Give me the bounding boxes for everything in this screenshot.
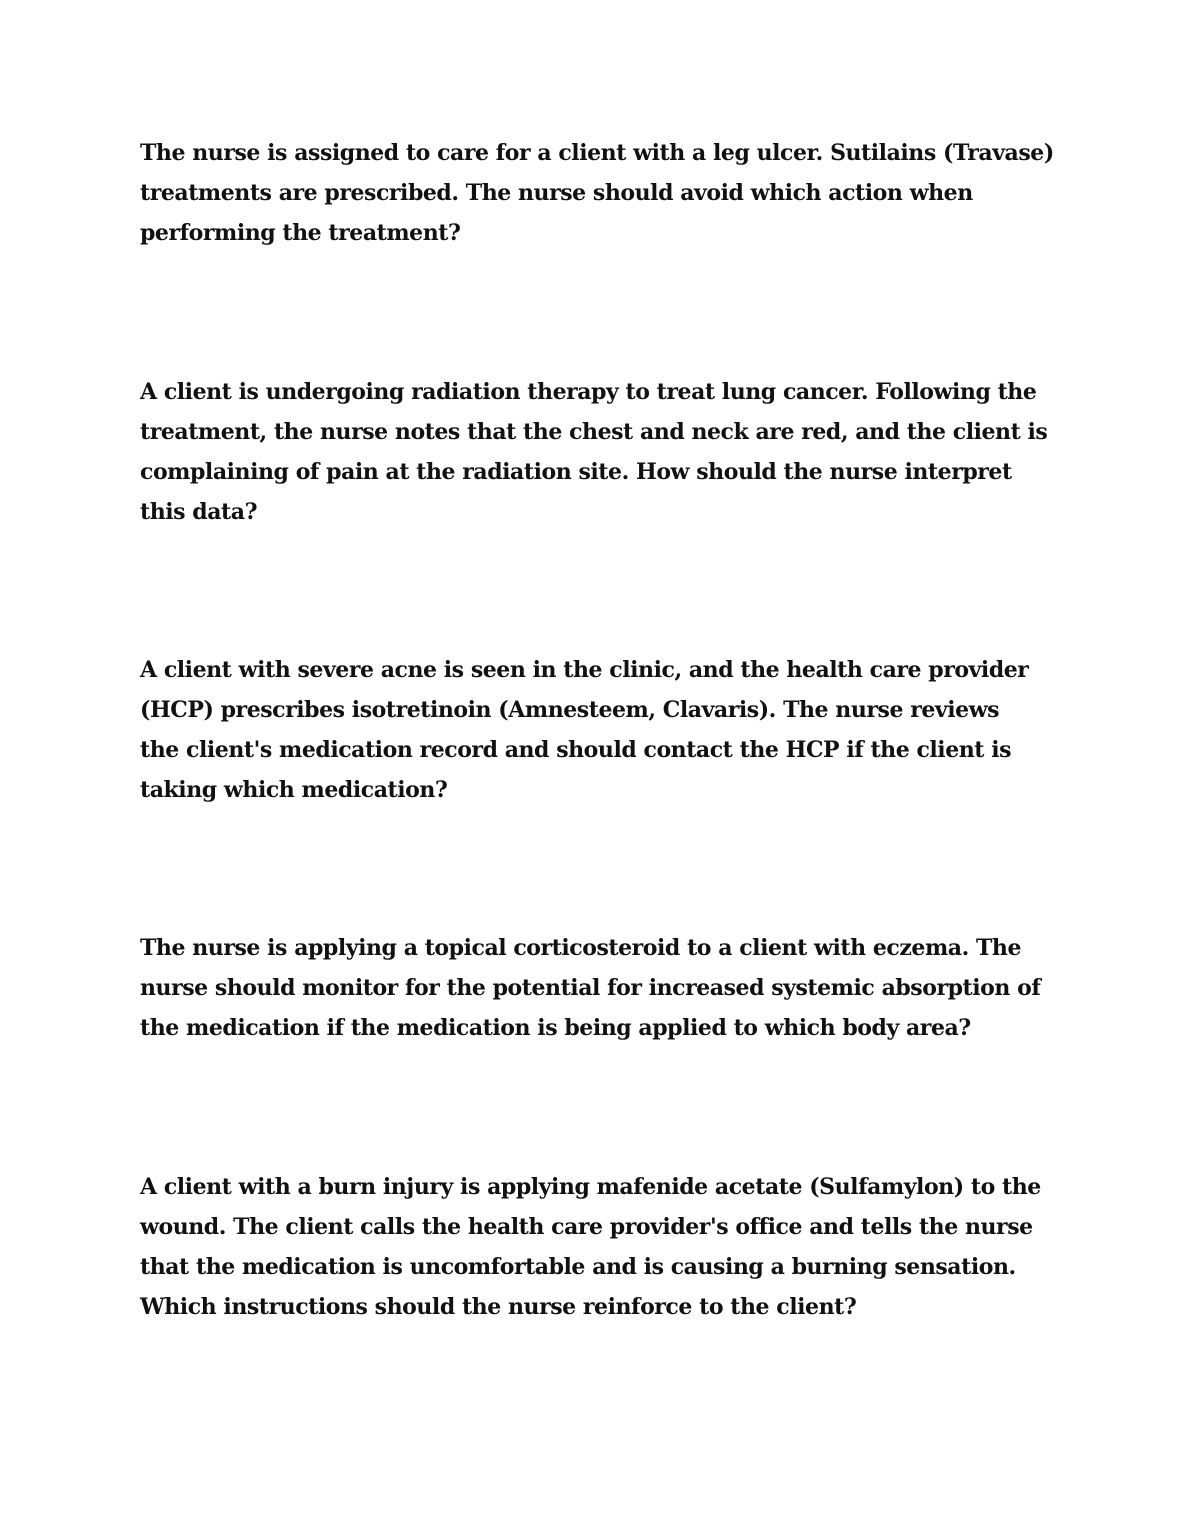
question-4-line-1: The nurse is applying a topical corticosteroid to a client with eczema. The [140,935,1022,961]
question-5-line-1: A client with a burn injury is applying mafenide acetate (Sulfamylon) to the [140,1174,1041,1200]
question-5-line-3: that the medication is uncomfortable and is causing a burning sensation. [140,1254,1016,1280]
question-2-line-4: this data? [140,499,258,525]
question-5-line-4: Which instructions should the nurse reinforce to the client? [140,1294,857,1320]
question-1-line-1: The nurse is assigned to care for a client with a leg ulcer. Sutilains (Travase) [140,140,1054,166]
question-4 [140,928,1055,1048]
question-5 [140,1167,1055,1327]
question-2-line-2: treatment, the nurse notes that the chest and neck are red, and the client is [140,419,1048,445]
question-3-line-3: the client's medication record and should contact the HCP if the client is [140,737,1012,763]
question-1-line-2: treatments are prescribed. The nurse should avoid which action when [140,180,973,206]
question-1 [140,133,1055,253]
question-3-line-2: (HCP) prescribes isotretinoin (Amnesteem, Clavaris). The nurse reviews [140,697,1000,723]
question-1-line-3: performing the treatment? [140,220,461,246]
question-4-line-3: the medication if the medication is being applied to which body area? [140,1015,971,1041]
question-2-line-3: complaining of pain at the radiation site. How should the nurse interpret [140,459,1012,485]
question-5-line-2: wound. The client calls the health care provider's office and tells the nurse [140,1214,1033,1240]
question-3-line-4: taking which medication? [140,777,448,803]
question-2 [140,372,1055,532]
question-3-line-1: A client with severe acne is seen in the clinic, and the health care provider [140,657,1029,683]
question-4-line-2: nurse should monitor for the potential for increased systemic absorption of [140,975,1041,1001]
question-2-line-1: A client is undergoing radiation therapy to treat lung cancer. Following the [140,379,1037,405]
question-3 [140,650,1055,810]
